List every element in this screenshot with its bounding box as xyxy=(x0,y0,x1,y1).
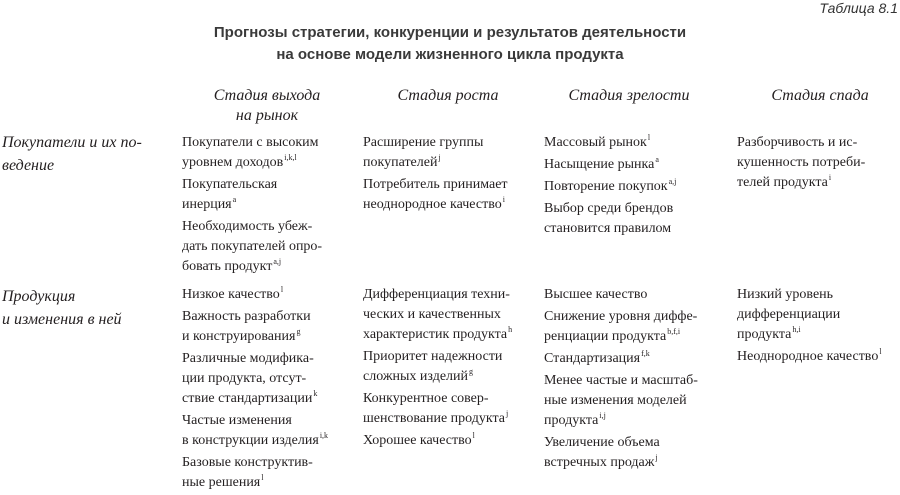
item-line xyxy=(182,473,352,493)
item-line xyxy=(182,175,352,195)
item-text: Менее частые и масштаб- xyxy=(544,373,698,388)
item-line xyxy=(182,133,352,153)
footnote-reference: l xyxy=(472,431,475,440)
list-item xyxy=(182,133,352,173)
item-text: ческих и качественных xyxy=(363,307,501,322)
list-item xyxy=(182,307,352,347)
cell-buyers-maturity xyxy=(544,133,714,241)
item-text: Расширение группы xyxy=(363,135,484,150)
item-line xyxy=(182,453,352,473)
item-text: Увеличение объема xyxy=(544,435,660,450)
footnote-reference: g xyxy=(469,367,473,376)
item-line xyxy=(544,307,714,327)
item-text: ные изменения моделей xyxy=(544,393,687,408)
item-text: кушенность потреби- xyxy=(737,155,866,170)
item-text: Хорошее качество xyxy=(363,433,472,448)
column-header-growth xyxy=(363,86,533,106)
item-line xyxy=(182,285,352,305)
item-line xyxy=(737,347,900,367)
cell-products-maturity xyxy=(544,285,714,475)
column-header-decline xyxy=(735,86,900,106)
item-line xyxy=(363,347,533,367)
list-item xyxy=(182,217,352,277)
list-item xyxy=(363,133,533,173)
list-item xyxy=(737,347,900,367)
list-item xyxy=(363,175,533,215)
item-line xyxy=(363,409,533,429)
list-item xyxy=(182,349,352,409)
list-item xyxy=(737,133,900,193)
item-line xyxy=(363,175,533,195)
item-line xyxy=(737,305,900,325)
list-item xyxy=(363,389,533,429)
column-header-line: Стадия спада xyxy=(771,87,869,104)
item-line xyxy=(363,305,533,325)
item-line xyxy=(544,391,714,411)
item-line xyxy=(544,177,714,197)
item-text: инерция xyxy=(182,197,232,212)
footnote-reference: l xyxy=(647,133,651,142)
footnote-reference: j xyxy=(438,153,441,162)
item-line xyxy=(363,367,533,387)
column-header-introduction xyxy=(182,86,352,126)
item-text: неоднородное качество xyxy=(363,197,502,212)
footnote-reference: a xyxy=(232,195,237,204)
item-text: бовать продукт xyxy=(182,259,273,274)
item-line xyxy=(182,431,352,451)
row-header-line: Продукция xyxy=(2,288,76,305)
item-line xyxy=(182,389,352,409)
list-item xyxy=(544,155,714,175)
column-header-line: Стадия зрелости xyxy=(568,87,690,104)
item-text: в конструкции изделия xyxy=(182,433,319,448)
cell-products-introduction xyxy=(182,285,352,495)
item-line xyxy=(363,285,533,305)
item-text: Стандартизация xyxy=(544,351,641,366)
item-line xyxy=(363,431,533,451)
item-line xyxy=(544,199,714,219)
footnote-reference: l xyxy=(280,285,284,294)
item-text: шенствование продукта xyxy=(363,411,506,426)
footnote-reference: l xyxy=(879,347,882,356)
item-line xyxy=(363,133,533,153)
list-item xyxy=(544,177,714,197)
cell-products-decline xyxy=(737,285,900,369)
column-header-line: Стадия выхода xyxy=(213,87,321,104)
item-text: Покупательская xyxy=(182,177,278,192)
footnote-reference: b,f,i xyxy=(667,327,681,336)
item-text: встречных продаж xyxy=(544,455,655,470)
item-line xyxy=(544,453,714,473)
item-text: дифференциации xyxy=(737,307,841,322)
table-number-label: Таблица 8.1 xyxy=(819,0,898,16)
item-line xyxy=(182,411,352,431)
item-text: продукта xyxy=(737,327,792,342)
item-text: становится правилом xyxy=(544,221,672,236)
item-line xyxy=(363,153,533,173)
item-text: Важность разработки xyxy=(182,309,311,324)
list-item xyxy=(544,433,714,473)
item-line xyxy=(182,237,352,257)
item-line xyxy=(544,327,714,347)
item-text: характеристик продукта xyxy=(363,327,508,342)
item-line xyxy=(737,325,900,345)
footnote-reference: a,j xyxy=(273,257,282,266)
footnote-reference: f,k xyxy=(641,349,650,358)
item-text: Базовые конструктив- xyxy=(182,455,313,470)
list-item xyxy=(737,285,900,345)
table-title-line-1: Прогнозы стратегии, конкуренции и результатов деятельности xyxy=(213,24,687,41)
item-line xyxy=(737,133,900,153)
list-item xyxy=(544,349,714,369)
item-line xyxy=(182,217,352,237)
footnote-reference: a,j xyxy=(668,177,677,186)
item-text: Высшее качество xyxy=(544,287,648,302)
item-line xyxy=(737,173,900,193)
footnote-reference: j xyxy=(655,453,658,462)
item-line xyxy=(363,325,533,345)
footnote-reference: a xyxy=(655,155,659,164)
item-line xyxy=(544,371,714,391)
item-line xyxy=(182,307,352,327)
item-line xyxy=(363,389,533,409)
list-item xyxy=(544,307,714,347)
item-text: Низкое качество xyxy=(182,287,280,302)
item-text: уровнем доходов xyxy=(182,155,284,170)
footnote-reference: i xyxy=(828,173,832,182)
footnote-reference: k xyxy=(313,389,318,398)
item-line xyxy=(182,327,352,347)
list-item xyxy=(544,199,714,239)
item-line xyxy=(182,257,352,277)
item-text: Потребитель принимает xyxy=(363,177,508,192)
footnote-reference: i,k,l xyxy=(284,153,297,162)
item-text: ренциации продукта xyxy=(544,329,667,344)
item-line xyxy=(544,285,714,305)
footnote-reference: i xyxy=(502,195,505,204)
item-text: Снижение уровня диффе- xyxy=(544,309,698,324)
item-text: Необходимость убеж- xyxy=(182,219,313,234)
footnote-reference: l xyxy=(261,473,264,482)
list-item xyxy=(182,175,352,215)
item-text: Разборчивость и ис- xyxy=(737,135,858,150)
table-title-line-2: на основе модели жизненного цикла продукта xyxy=(276,46,624,63)
item-text: Покупатели с высоким xyxy=(182,135,319,150)
item-line xyxy=(182,349,352,369)
item-text: Низкий уровень xyxy=(737,287,834,302)
item-text: телей продукта xyxy=(737,175,828,190)
row-header-line: и изменения в ней xyxy=(2,311,122,328)
list-item xyxy=(363,347,533,387)
footnote-reference: h,i xyxy=(792,325,801,334)
item-text: ствие стандартизации xyxy=(182,391,313,406)
cell-buyers-introduction xyxy=(182,133,352,279)
item-text: ции продукта, отсут- xyxy=(182,371,307,386)
item-text: покупателей xyxy=(363,155,438,170)
table-title xyxy=(150,22,750,66)
item-text: Насыщение рынка xyxy=(544,157,655,172)
item-line xyxy=(544,411,714,431)
footnote-reference: j xyxy=(506,409,509,418)
cell-buyers-decline xyxy=(737,133,900,195)
item-line xyxy=(544,219,714,239)
cell-products-growth xyxy=(363,285,533,453)
item-text: Неоднородное качество xyxy=(737,349,879,364)
item-text: Массовый рынок xyxy=(544,135,647,150)
item-line xyxy=(182,153,352,173)
list-item xyxy=(363,285,533,345)
item-text: дать покупателей опро- xyxy=(182,239,323,254)
list-item xyxy=(182,411,352,451)
item-text: Различные модифика- xyxy=(182,351,314,366)
item-text: сложных изделий xyxy=(363,369,468,384)
row-header-products xyxy=(2,285,172,331)
item-line xyxy=(544,433,714,453)
item-text: продукта xyxy=(544,413,599,428)
list-item xyxy=(182,285,352,305)
item-line xyxy=(544,349,714,369)
cell-buyers-growth xyxy=(363,133,533,217)
footnote-reference: i,j xyxy=(599,411,606,420)
item-text: Частые изменения xyxy=(182,413,292,428)
item-line xyxy=(737,153,900,173)
column-header-line: Стадия роста xyxy=(397,87,499,104)
item-line xyxy=(182,369,352,389)
item-line xyxy=(544,155,714,175)
row-header-buyers xyxy=(2,131,172,177)
list-item xyxy=(544,285,714,305)
item-text: Приоритет надежности xyxy=(363,349,503,364)
item-text: Повторение покупок xyxy=(544,179,668,194)
footnote-reference: i,k xyxy=(319,431,329,440)
item-text: и конструирования xyxy=(182,329,296,344)
item-text: Выбор среди брендов xyxy=(544,201,674,216)
column-header-maturity xyxy=(544,86,714,106)
item-line xyxy=(737,285,900,305)
item-text: Дифференциация техни- xyxy=(363,287,510,302)
item-line xyxy=(363,195,533,215)
footnote-reference: h xyxy=(508,325,513,334)
list-item xyxy=(544,371,714,431)
item-text: Конкурентное совер- xyxy=(363,391,489,406)
footnote-reference: g xyxy=(296,327,301,336)
list-item xyxy=(363,431,533,451)
row-header-line: ведение xyxy=(2,157,55,174)
list-item xyxy=(182,453,352,493)
list-item xyxy=(544,133,714,153)
column-header-line: на рынок xyxy=(235,107,299,124)
item-line xyxy=(182,195,352,215)
item-line xyxy=(544,133,714,153)
row-header-line: Покупатели и их по- xyxy=(2,134,142,151)
item-text: ные решения xyxy=(182,475,261,490)
